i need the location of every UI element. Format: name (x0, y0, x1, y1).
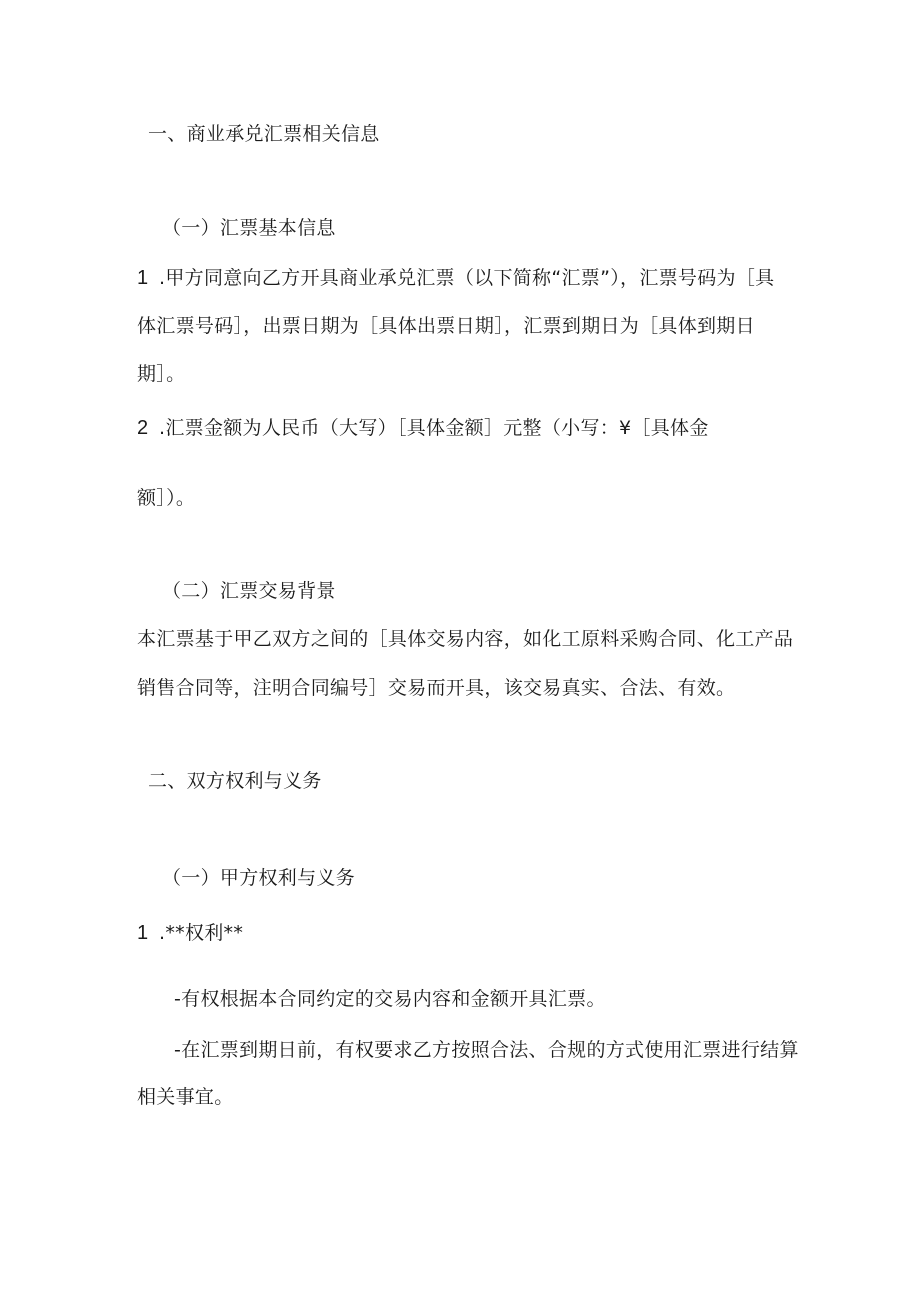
section2-sub1-heading: （一）甲方权利与义务 (162, 867, 356, 889)
item1-line-3: 期］。 (137, 363, 186, 385)
section2-item1-text: .**权利** (159, 922, 244, 944)
item2-line-2: 额］）。 (137, 487, 196, 509)
item2-line-1: .汇票金额为人民币（大写）［具体金额］元整（小写：¥［具体金 (159, 417, 709, 439)
sub2-line-1: 本汇票基于甲乙双方之间的［具体交易内容，如化工原料采购合同、化工产品 (137, 628, 794, 650)
section2-item1 (137, 921, 243, 945)
item1-line-2: 体汇票号码］，出票日期为［具体出票日期］，汇票到期日为［具体到期日 (137, 315, 755, 337)
section1-sub2-heading: （二）汇票交易背景 (162, 580, 336, 602)
item1-first-line (137, 266, 774, 290)
item1-number: 1 (137, 267, 149, 289)
right-item-2-cont: 相关事宜。 (137, 1086, 234, 1108)
section1-sub1-heading: （一）汇票基本信息 (162, 217, 336, 239)
item1-line-1: .甲方同意向乙方开具商业承兑汇票（以下简称“汇票”），汇票号码为［具 (159, 267, 775, 289)
right-item-1: -有权根据本合同约定的交易内容和金额开具汇票。 (174, 988, 606, 1010)
section2-heading: 二、双方权利与义务 (148, 770, 322, 792)
item2-number: 2 (137, 417, 149, 439)
section1-heading: 一、商业承兑汇票相关信息 (148, 123, 380, 145)
section2-item1-number: 1 (137, 922, 149, 944)
sub2-line-2: 销售合同等，注明合同编号］交易而开具，该交易真实、合法、有效。 (137, 677, 736, 699)
right-item-2: -在汇票到期日前，有权要求乙方按照合法、合规的方式使用汇票进行结算 (174, 1039, 799, 1061)
item2-first-line (137, 416, 709, 440)
